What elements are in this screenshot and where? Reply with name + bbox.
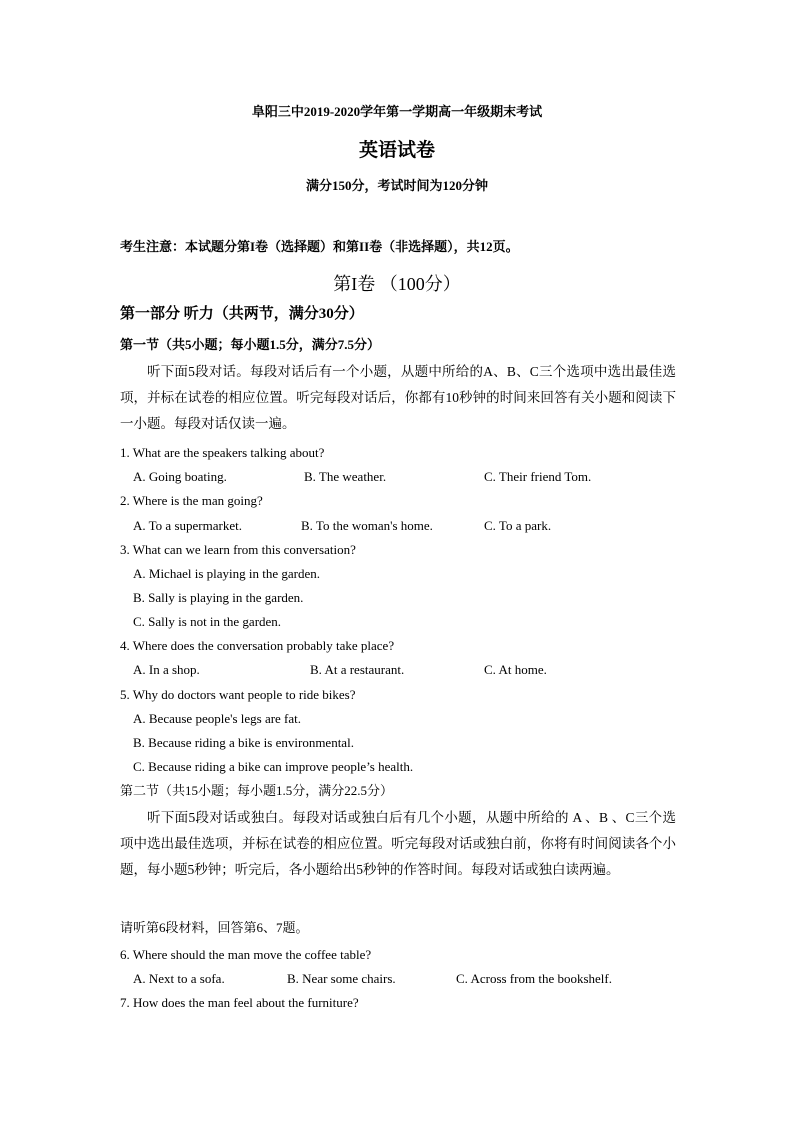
- question-3-option-c: C. Sally is not in the garden.: [133, 614, 282, 629]
- question-7-stem: 7. How does the man feel about the furniture?: [120, 995, 359, 1010]
- section1-instructions: 听下面5段对话。每段对话后有一个小题，从题中所给的A、B、C三个选项中选出最佳选项，并标在试卷的相应位置。听完每段对话后，你都有10秒钟的时间来回答有关小题和阅读下一小题。每段对话仅读一遍。: [120, 364, 676, 431]
- section2-instructions: 听下面5段对话或独白。每段对话或独白后有几个小题，从题中所给的 A 、B 、C三个选项中选出最佳选项，并标在试卷的相应位置。听完每段对话或独白前，你将有时间阅读各个小题，每小题5秒钟；听完后，各小题给出5秒钟的作答时间。每段对话或独白读两遍。: [120, 810, 676, 877]
- question-2-option-a: A. To a supermarket.: [133, 518, 242, 533]
- school-exam-title: 阜阳三中2019-2020学年第一学期高一年级期末考试: [251, 104, 543, 119]
- question-6-stem: 6. Where should the man move the coffee table?: [120, 947, 372, 962]
- volume-title: 第I卷 （100分）: [333, 274, 461, 294]
- question-4-option-b: B. At a restaurant.: [310, 662, 405, 677]
- question-3-option-b: B. Sally is playing in the garden.: [133, 590, 304, 605]
- question-1-option-a: A. Going boating.: [133, 469, 227, 484]
- material-6-note: 请听第6段材料，回答第6、7题。: [120, 920, 309, 935]
- question-5-option-a: A. Because people's legs are fat.: [133, 711, 302, 726]
- section2-title: 第二节（共15小题；每小题1.5分，满分22.5分）: [120, 783, 394, 798]
- subject-title: 英语试卷: [358, 140, 435, 161]
- question-5-option-b: B. Because riding a bike is environmental.: [133, 735, 354, 750]
- question-4-option-c: C. At home.: [484, 662, 547, 677]
- question-4-option-a: A. In a shop.: [133, 662, 200, 677]
- question-6-option-c: C. Across from the bookshelf.: [456, 971, 612, 986]
- candidate-notice: 考生注意：本试题分第I卷（选择题）和第II卷（非选择题），共12页。: [120, 239, 519, 254]
- question-6-option-b: B. Near some chairs.: [287, 971, 396, 986]
- question-2-option-b: B. To the woman's home.: [301, 518, 433, 533]
- question-1-stem: 1. What are the speakers talking about?: [120, 445, 325, 460]
- question-5-stem: 5. Why do doctors want people to ride bikes?: [120, 687, 356, 702]
- section1-title: 第一节（共5小题；每小题1.5分，满分7.5分）: [120, 337, 381, 352]
- question-2-stem: 2. Where is the man going?: [120, 493, 263, 508]
- score-info: 满分150分，考试时间为120分钟: [305, 178, 488, 193]
- question-1-option-c: C. Their friend Tom.: [484, 469, 592, 484]
- question-6-option-a: A. Next to a sofa.: [133, 971, 225, 986]
- question-2-option-c: C. To a park.: [484, 518, 552, 533]
- question-1-option-b: B. The weather.: [304, 469, 387, 484]
- question-5-option-c: C. Because riding a bike can improve people’s health.: [133, 759, 414, 774]
- part1-title: 第一部分 听力（共两节，满分30分）: [120, 306, 364, 322]
- question-3-option-a: A. Michael is playing in the garden.: [133, 566, 321, 581]
- question-3-stem: 3. What can we learn from this conversation?: [120, 542, 356, 557]
- question-4-stem: 4. Where does the conversation probably take place?: [120, 638, 395, 653]
